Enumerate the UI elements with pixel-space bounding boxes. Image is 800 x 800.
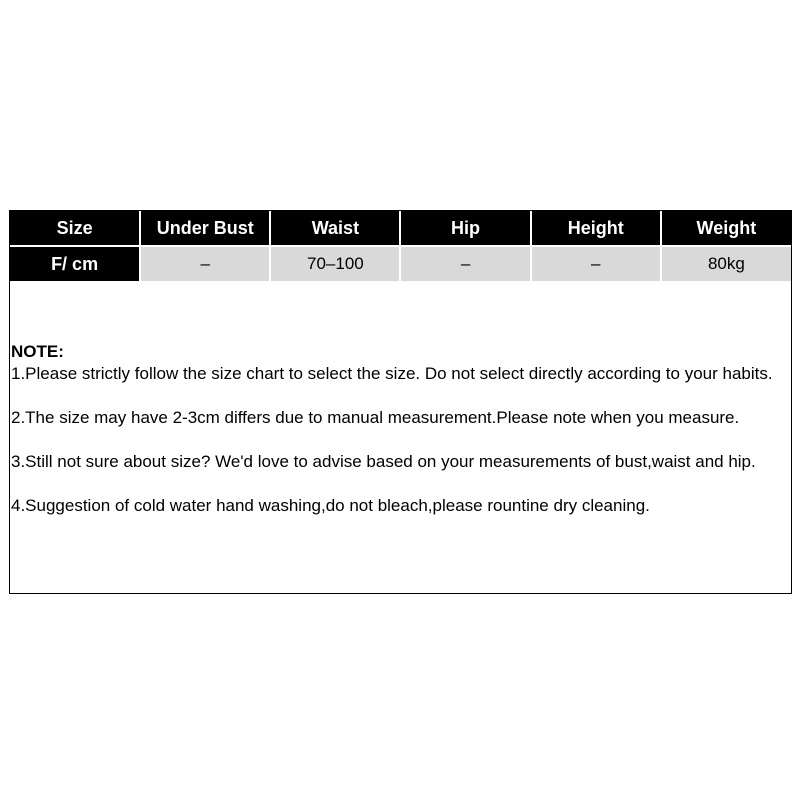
- note-item-1: 1.Please strictly follow the size chart to select the size. Do not select directly according to your habits.: [11, 364, 773, 383]
- header-hip: Hip: [400, 211, 530, 246]
- header-waist: Waist: [270, 211, 400, 246]
- table-row: [10, 246, 791, 281]
- note-item-4: 4.Suggestion of cold water hand washing,do not bleach,please rountine dry cleaning.: [11, 496, 650, 515]
- cell-under-bust: –: [140, 246, 270, 281]
- header-weight: Weight: [661, 211, 791, 246]
- notes-section: [11, 341, 787, 539]
- cell-hip: –: [400, 246, 530, 281]
- notes-title: NOTE:: [11, 342, 64, 361]
- cell-weight: 80kg: [661, 246, 791, 281]
- row-label-size: F/ cm: [10, 246, 140, 281]
- note-item-3: 3.Still not sure about size? We'd love to advise based on your measurements of bust,waist and hip.: [11, 452, 756, 471]
- table-header-row: [10, 211, 791, 246]
- cell-waist: 70–100: [270, 246, 400, 281]
- cell-height: –: [531, 246, 661, 281]
- note-item-2: 2.The size may have 2-3cm differs due to manual measurement.Please note when you measure.: [11, 408, 740, 427]
- size-table: [10, 211, 791, 281]
- header-height: Height: [531, 211, 661, 246]
- header-size: Size: [10, 211, 140, 246]
- size-chart-panel: [9, 210, 792, 594]
- header-under-bust: Under Bust: [140, 211, 270, 246]
